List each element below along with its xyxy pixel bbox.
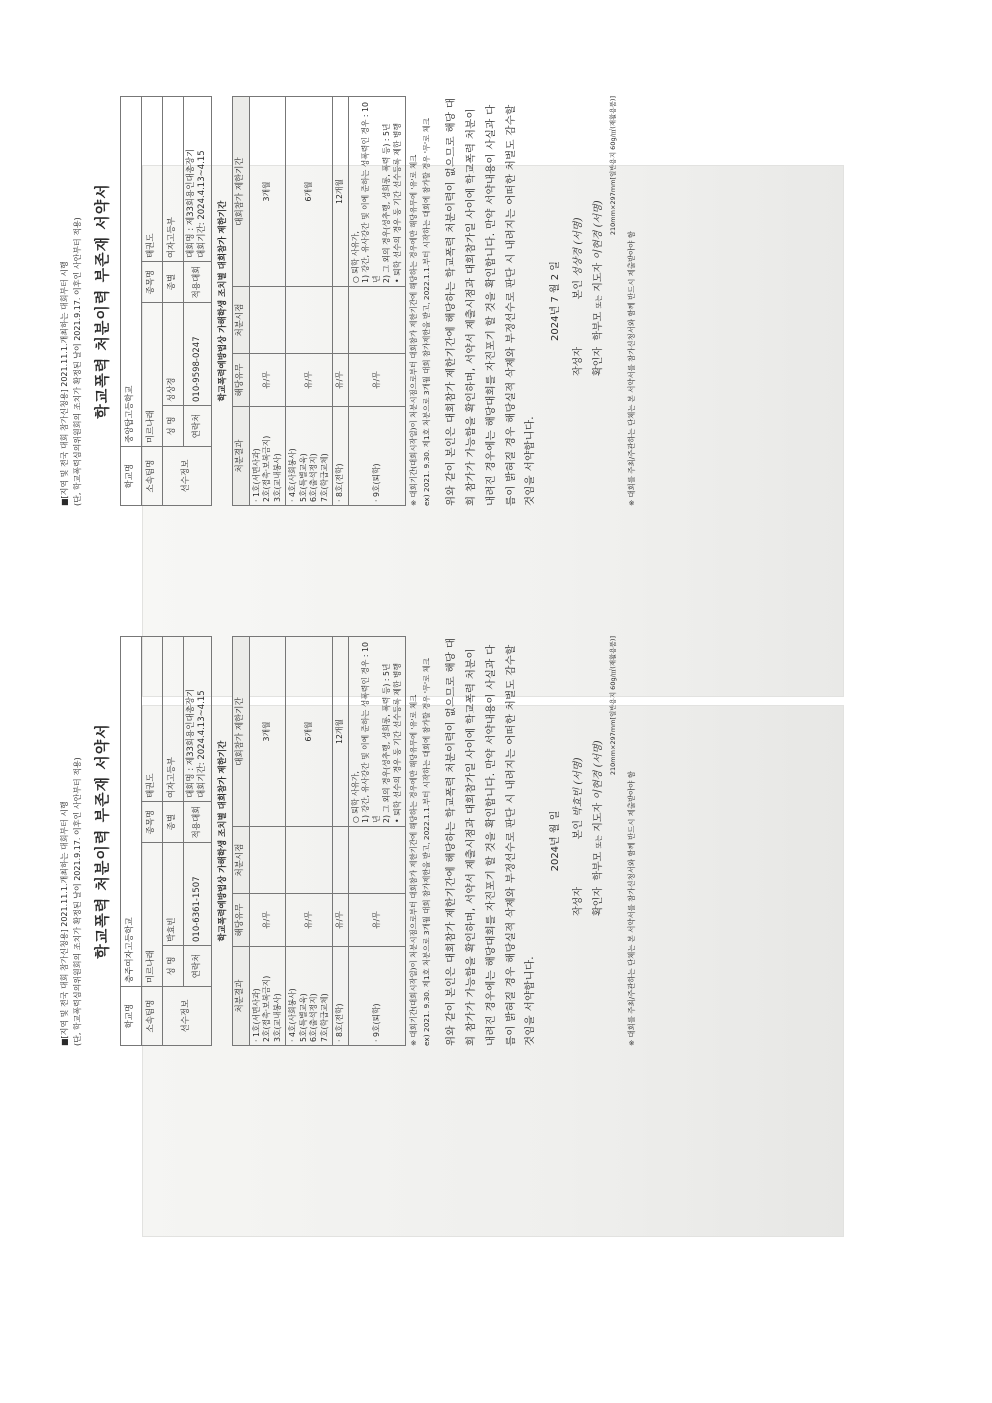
table-row [348, 637, 406, 1046]
row-date [286, 827, 333, 894]
pledge-date: 2024년 월 일 [550, 810, 562, 872]
player-info-table [120, 636, 212, 1046]
row-checkbox[interactable]: 유/무 [333, 894, 349, 947]
contact-value: 010-6361-1507 [183, 843, 211, 946]
self-label: 본인 [572, 280, 584, 300]
signature-block [569, 96, 609, 376]
event-label: 종목명 [141, 262, 162, 303]
table-caption: 학교폭력예방법상 가해학생 조치별 대회참가 제한기간 [217, 200, 228, 402]
event-value: 태권도 [141, 97, 162, 262]
table-row [249, 97, 286, 506]
row-checkbox[interactable]: 유/무 [249, 894, 286, 947]
table-example: ex) 2021. 9.30. 제1호 처분으로 3개월 대회 참가제한을 받고, 2022.1.1.부터 시작하는 대회에 참가할 경우 '무'로 체크 [422, 658, 432, 1046]
col-result: 처분결과 [233, 947, 249, 1046]
apply-value [183, 97, 211, 262]
coach-signature: 이현경 [592, 770, 604, 800]
contact-value: 010-9598-0247 [183, 303, 211, 406]
col-applicable: 해당유무 [233, 894, 249, 947]
row-result: · 9호(퇴학) [348, 407, 406, 506]
row-date [249, 827, 286, 894]
or-label: 또는 [594, 294, 603, 309]
gender-value: 여자고등부 [162, 97, 183, 262]
team-label: 소속팀명 [141, 447, 162, 506]
parent-label: 학부모 [592, 311, 604, 341]
header-subline: (단, 학교폭력심의위원회의 조치가 확정된 날이 2021.9.17. 이후인 사안부터 적용) [72, 757, 82, 1046]
row-limit: 3개월 [249, 637, 286, 827]
col-limit: 대회참가 제한기간 [233, 97, 249, 287]
pledge-text: 위와 같이 본인은 대회참가 제한기간에 해당하는 학교폭력 처분이력이 없으므로 해당 대회 참가가 가능함을 확인하며, 서약서 제출시점과 대회참가일 사이에 학교폭력 처분이 내려진 경우에는 해당대회를 자진포기 할 것을 확인합니다. 만약 서약내용이 사실과 다름이 밝혀질 경우 해당실적 삭제와 부정선수로 판단 시 내려지는 어떠한 처벌도 감수할 것임을 서약합니다. [445, 97, 537, 506]
competition-period: 대회기간: 2024.4.13~4.15 [197, 690, 208, 799]
table-row [333, 97, 349, 506]
row-date [286, 287, 333, 354]
col-date: 처분시점 [233, 827, 249, 894]
table-caption: 학교폭력예방법상 가해학생 조치별 대회참가 제한기간 [217, 740, 228, 942]
team-value: 미르나래 [141, 843, 162, 987]
row-result: · 1호(서면사과) 2호(접촉·보복금지) 3호(교내봉사) [249, 407, 286, 506]
pledge-sheet-1 [60, 96, 843, 696]
row-limit: 6개월 [286, 637, 333, 827]
row-result: · 1호(서면사과) 2호(접촉·보복금지) 3호(교내봉사) [249, 947, 286, 1046]
row-result: · 8호(전학) [333, 407, 349, 506]
contact-label: 연락처 [183, 946, 211, 987]
header-line: ■[지역 및 전국 대회 참가신청용] 2021.11.1.개최하는 대회부터 시행 [60, 261, 69, 506]
row-limit: 12개월 [333, 637, 349, 827]
paper-size: 210mm×297mm[일반용지 60g/㎡(재활용품)] [608, 96, 617, 236]
confirm-label: 확인자 [592, 887, 604, 916]
self-signature: 성상경 [572, 247, 584, 277]
col-limit: 대회참가 제한기간 [233, 637, 249, 827]
self-signature: 박효빈 [572, 787, 584, 817]
coach-seal: (서명) [592, 740, 604, 768]
row-limit: 12개월 [333, 97, 349, 287]
row-date [333, 827, 349, 894]
pledge-sheet-2 [60, 636, 843, 1236]
row-checkbox[interactable]: 유/무 [286, 354, 333, 407]
col-applicable: 해당유무 [233, 354, 249, 407]
team-value: 미르나래 [141, 303, 162, 447]
signature-block [569, 636, 609, 916]
player-label: 선수정보 [162, 447, 211, 506]
author-label: 작성자 [572, 887, 584, 916]
col-result: 처분결과 [233, 407, 249, 506]
row-date [348, 827, 406, 894]
gender-value: 여자고등부 [162, 637, 183, 802]
row-checkbox[interactable]: 유/무 [249, 354, 286, 407]
sanction-table [232, 636, 406, 1046]
row-checkbox[interactable]: 유/무 [333, 354, 349, 407]
competition-name: 대회명 : 제33회용인대총장기 [185, 688, 196, 799]
pledge-document-2 [58, 636, 758, 1046]
table-row [333, 637, 349, 1046]
name-label: 성 명 [162, 406, 183, 447]
pledge-date: 2024년 7 월 2 일 [550, 261, 562, 341]
header-line: ■[지역 및 전국 대회 참가신청용] 2021.11.1.개최하는 대회부터 시행 [60, 801, 69, 1046]
gender-label: 종별 [162, 802, 183, 843]
author-label: 작성자 [572, 347, 584, 376]
row-date [249, 287, 286, 354]
sanction-table [232, 96, 406, 506]
table-row [286, 637, 333, 1046]
document-title: 학교폭력 처분이력 부존재 서약서 [92, 723, 111, 959]
event-value: 태권도 [141, 637, 162, 802]
coach-label: 지도자 [592, 262, 604, 292]
player-info-table [120, 96, 212, 506]
col-date: 처분시점 [233, 287, 249, 354]
footer-note: ※ 대회를 주최/주관하는 단체는 본 서약서를 참가신청서와 함께 반드시 제출받아야 함 [627, 771, 637, 1046]
pledge-document-1 [58, 96, 758, 506]
document-title: 학교폭력 처분이력 부존재 서약서 [92, 183, 111, 419]
school-value: 중앙탑고등학교 [120, 97, 141, 447]
header-subline: (단, 학교폭력심의위원회의 조치가 확정된 날이 2021.9.17. 이후인 사안부터 적용) [72, 217, 82, 506]
or-label: 또는 [594, 834, 603, 849]
row-limit: ○ 퇴학 사유가, 1) 강간, 유사강간 및 이에 준하는 성폭력인 경우 : 10년 2) 그 외의 경우(성추행, 성희롱, 폭력 등) : 5년 • 퇴학 선수의 경우 동 기간 선수등록 제한 병행 [348, 97, 406, 287]
row-checkbox[interactable]: 유/무 [348, 894, 406, 947]
row-checkbox[interactable]: 유/무 [348, 354, 406, 407]
row-limit: 6개월 [286, 97, 333, 287]
self-label: 본인 [572, 820, 584, 840]
event-label: 종목명 [141, 802, 162, 843]
competition-period: 대회기간: 2024.4.13~4.15 [197, 150, 208, 259]
name-value: 박효빈 [162, 843, 183, 946]
name-value: 성상경 [162, 303, 183, 406]
row-date [333, 287, 349, 354]
table-row [348, 97, 406, 506]
contact-label: 연락처 [183, 406, 211, 447]
table-example: ex) 2021. 9.30. 제1호 처분으로 3개월 대회 참가제한을 받고, 2022.1.1.부터 시작하는 대회에 참가할 경우 '무'로 체크 [422, 118, 432, 506]
row-result: · 4호(사회봉사) 5호(특별교육) 6호(출석정지) 7호(학급교체) [286, 947, 333, 1046]
footer-note: ※ 대회를 주최/주관하는 단체는 본 서약서를 참가신청서와 함께 반드시 제출받아야 함 [627, 231, 637, 506]
paper-size: 210mm×297mm[일반용지 60g/㎡(재활용품)] [608, 636, 617, 776]
confirm-label: 확인자 [592, 347, 604, 376]
apply-label: 적용대회 [183, 802, 211, 843]
row-result: · 8호(전학) [333, 947, 349, 1046]
row-limit: ○ 퇴학 사유가, 1) 강간, 유사강간 및 이에 준하는 성폭력인 경우 : 10년 2) 그 외의 경우(성추행, 성희롱, 폭력 등) : 5년 • 퇴학 선수의 경우 동 기간 선수등록 제한 병행 [348, 637, 406, 827]
table-row [286, 97, 333, 506]
row-date [348, 287, 406, 354]
school-value: 충주여자고등학교 [120, 637, 141, 987]
table-note: ※ 대회기간(대회시작일)이 처분시점으로부터 대회참가 제한기간에 해당하는 경우에만 해당유무에 '유'로 체크 [409, 154, 419, 506]
school-label: 학교명 [120, 447, 141, 506]
table-row [249, 637, 286, 1046]
row-checkbox[interactable]: 유/무 [286, 894, 333, 947]
coach-signature: 이현경 [592, 230, 604, 260]
gender-label: 종별 [162, 262, 183, 303]
player-label: 선수정보 [162, 987, 211, 1046]
row-result: · 9호(퇴학) [348, 947, 406, 1046]
apply-label: 적용대회 [183, 262, 211, 303]
apply-value [183, 637, 211, 802]
school-label: 학교명 [120, 987, 141, 1046]
self-seal: (서명) [572, 217, 584, 245]
coach-label: 지도자 [592, 802, 604, 832]
self-seal: (서명) [572, 757, 584, 785]
table-note: ※ 대회기간(대회시작일)이 처분시점으로부터 대회참가 제한기간에 해당하는 경우에만 해당유무에 '유'로 체크 [409, 694, 419, 1046]
coach-seal: (서명) [592, 200, 604, 228]
pledge-text: 위와 같이 본인은 대회참가 제한기간에 해당하는 학교폭력 처분이력이 없으므로 해당 대회 참가가 가능함을 확인하며, 서약서 제출시점과 대회참가일 사이에 학교폭력 처분이 내려진 경우에는 해당대회를 자진포기 할 것을 확인합니다. 만약 서약내용이 사실과 다름이 밝혀질 경우 해당실적 삭제와 부정선수로 판단 시 내려지는 어떠한 처벌도 감수할 것임을 서약합니다. [445, 637, 537, 1046]
team-label: 소속팀명 [141, 987, 162, 1046]
parent-label: 학부모 [592, 851, 604, 881]
name-label: 성 명 [162, 946, 183, 987]
competition-name: 대회명 : 제33회용인대총장기 [185, 148, 196, 259]
row-limit: 3개월 [249, 97, 286, 287]
row-result: · 4호(사회봉사) 5호(특별교육) 6호(출석정지) 7호(학급교체) [286, 407, 333, 506]
